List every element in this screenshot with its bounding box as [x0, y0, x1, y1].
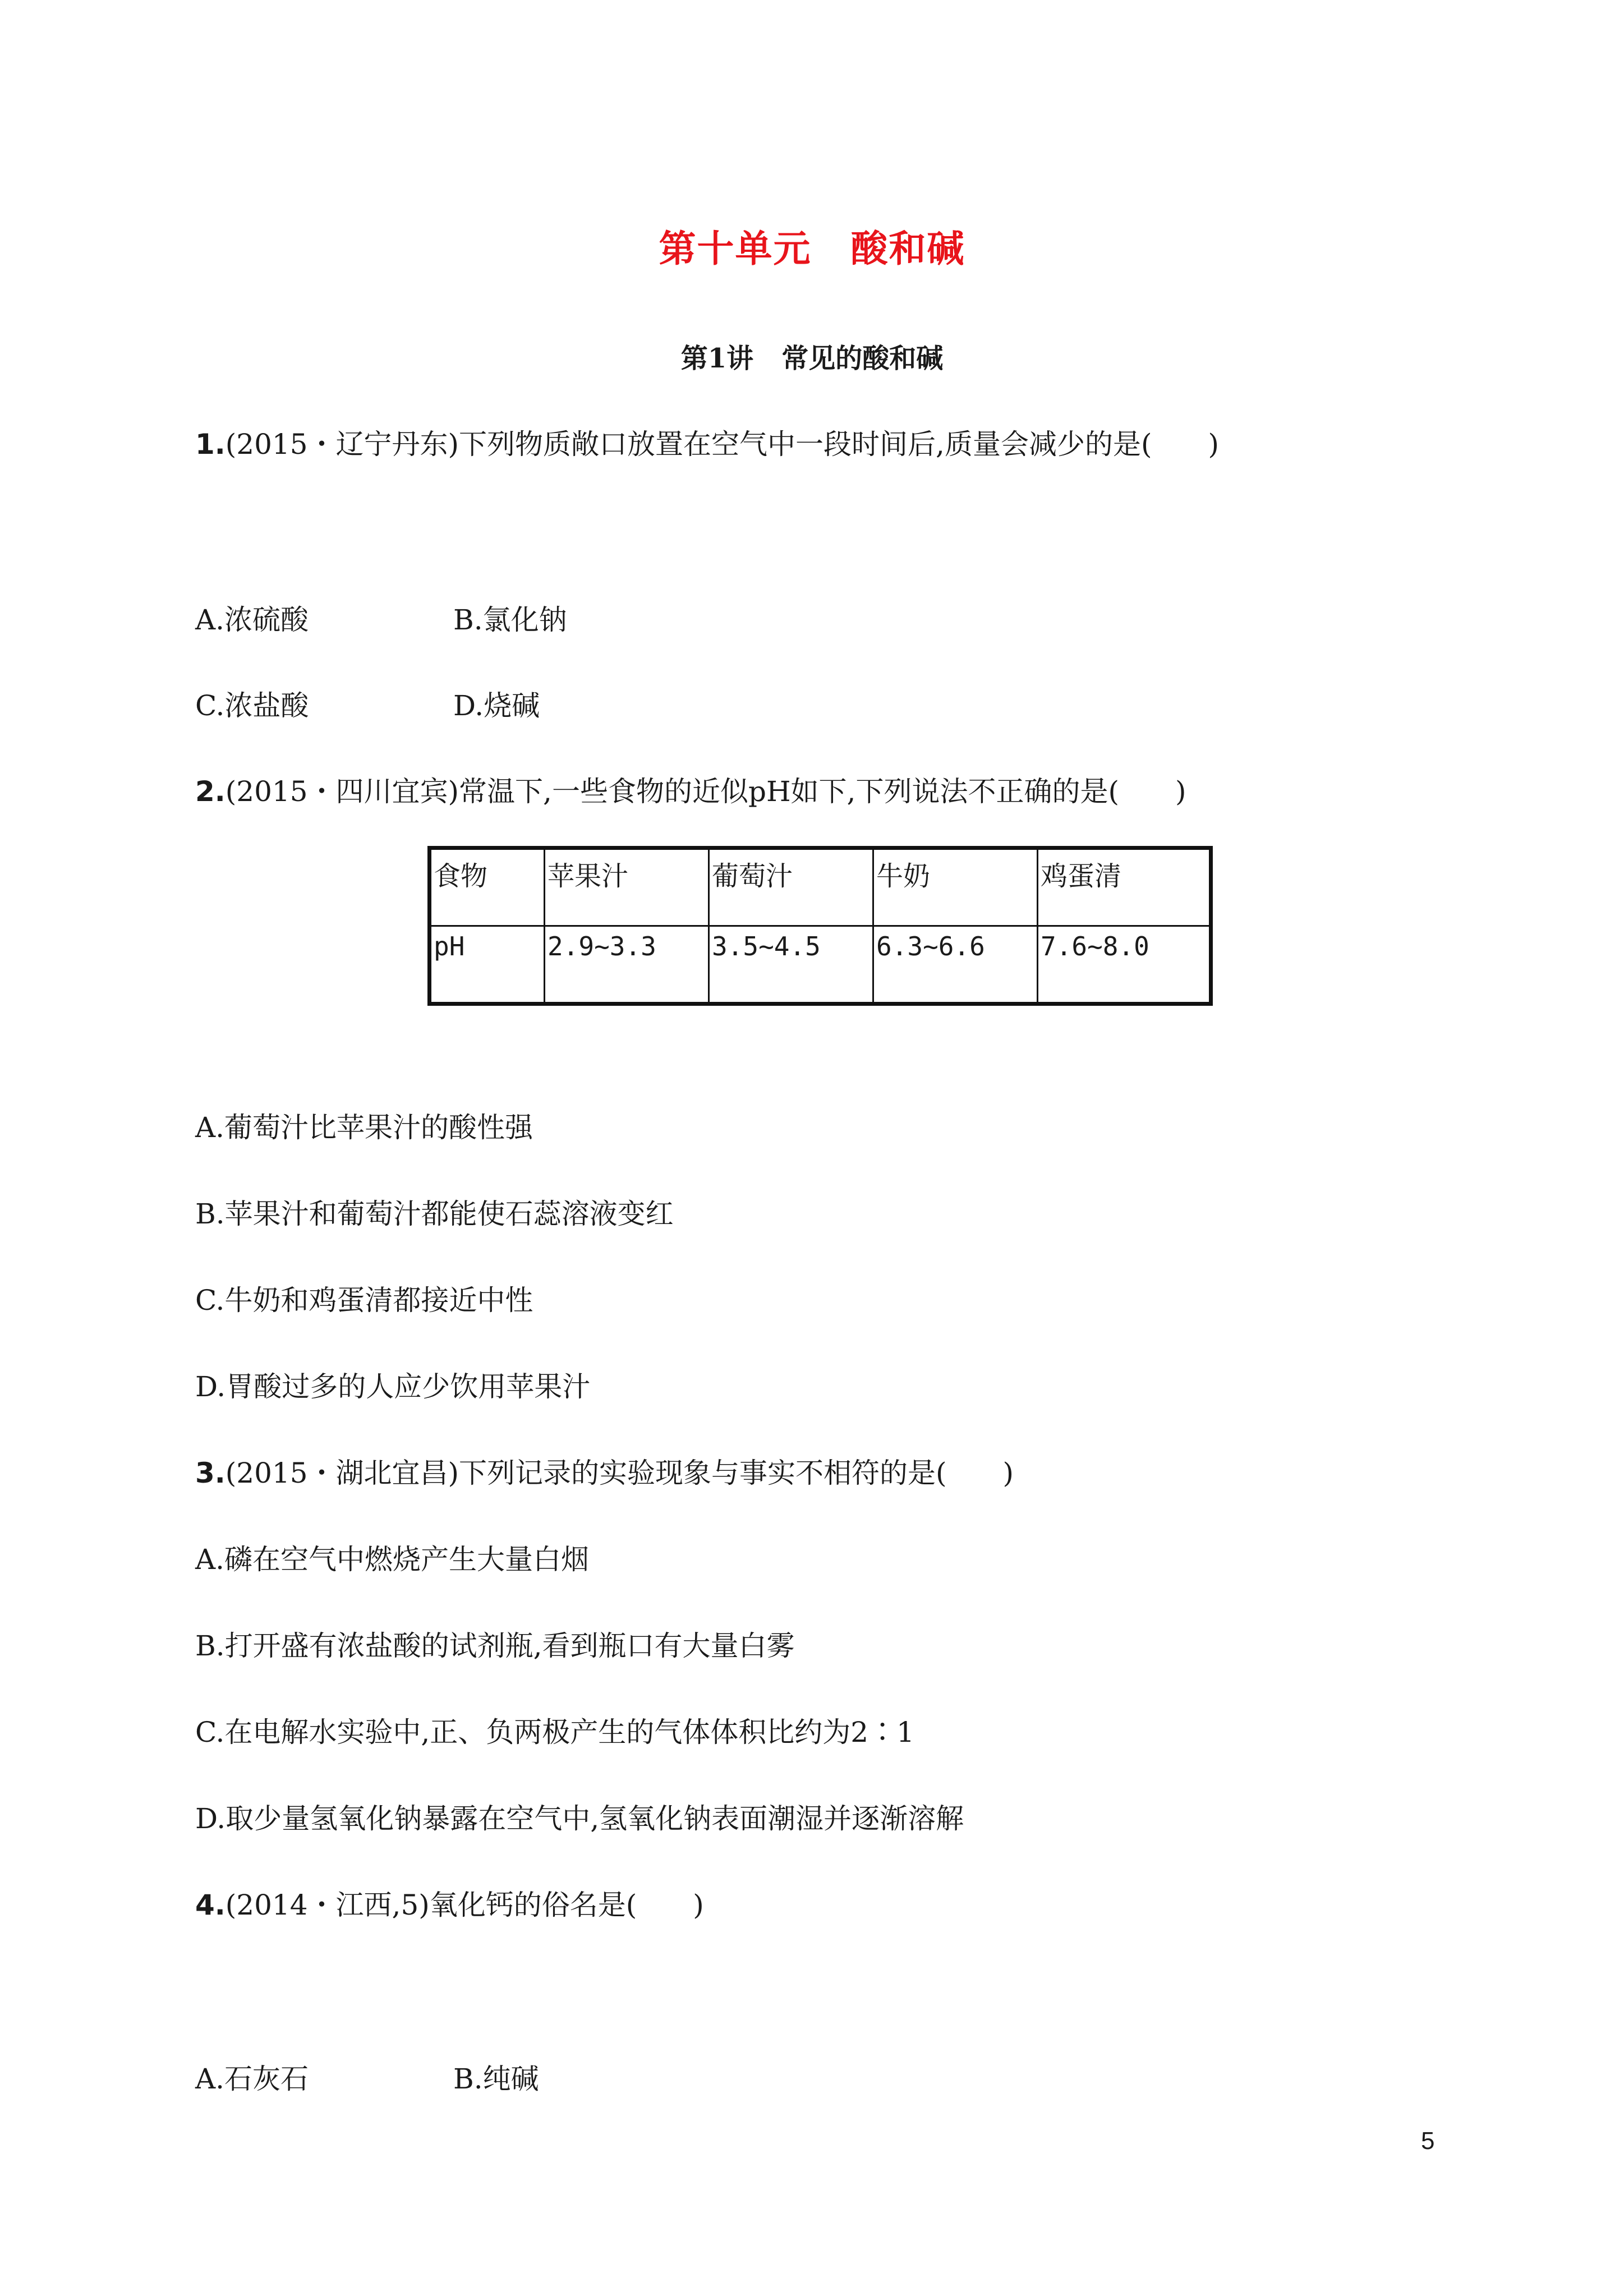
question-text: (2015・四川宜宾)常温下,一些食物的近似pH如下,下列说法不正确的是( ): [225, 775, 1186, 808]
table-cell: 鸡蛋清: [1038, 848, 1211, 926]
option-d: D.烧碱: [453, 689, 540, 722]
unit-title: [0, 219, 1624, 272]
table-cell: 牛奶: [873, 848, 1038, 926]
option-d: D.取少量氢氧化钠暴露在空气中,氢氧化钠表面潮湿并逐渐溶解: [195, 1802, 964, 1835]
table-cell: pH: [430, 926, 545, 1004]
table-cell: 6.3~6.6: [873, 926, 1038, 1004]
ph-table: [427, 846, 1213, 1006]
option-b: B.苹果汁和葡萄汁都能使石蕊溶液变红: [195, 1198, 674, 1230]
option-d: D.胃酸过多的人应少饮用苹果汁: [195, 1370, 591, 1403]
table-cell: 苹果汁: [545, 848, 709, 926]
table-cell: 2.9~3.3: [545, 926, 709, 1004]
table-cell: 3.5~4.5: [709, 926, 873, 1004]
option-b: B.纯碱: [453, 2063, 539, 2095]
question-number: 2.: [195, 775, 226, 808]
unit-label: 第十单元: [659, 227, 812, 270]
question-number: 4.: [195, 1889, 226, 1921]
question-3: [195, 1451, 1014, 1491]
table-cell: 7.6~8.0: [1038, 926, 1211, 1004]
unit-name: 酸和碱: [850, 227, 965, 270]
option-a: A.磷在空气中燃烧产生大量白烟: [195, 1543, 590, 1576]
question-number: 1.: [195, 428, 226, 461]
option-a: A.浓硫酸: [195, 604, 309, 636]
question-number: 3.: [195, 1457, 226, 1489]
lesson-label: 第1讲: [680, 343, 754, 374]
table-header-row: [430, 848, 1211, 926]
option-b: B.打开盛有浓盐酸的试剂瓶,看到瓶口有大量白雾: [195, 1630, 795, 1662]
question-1: [195, 422, 1219, 462]
table-cell: 食物: [430, 848, 545, 926]
lesson-title: [0, 337, 1624, 375]
table-cell: 葡萄汁: [709, 848, 873, 926]
question-text: (2014・江西,5)氧化钙的俗名是( ): [225, 1889, 704, 1921]
question-4: [195, 1883, 704, 1923]
question-text: (2015・辽宁丹东)下列物质敞口放置在空气中一段时间后,质量会减少的是( ): [225, 428, 1219, 461]
option-c: C.浓盐酸: [195, 689, 309, 722]
option-a: A.葡萄汁比苹果汁的酸性强: [195, 1111, 533, 1144]
option-a: A.石灰石: [195, 2063, 309, 2095]
option-c: C.牛奶和鸡蛋清都接近中性: [195, 1284, 533, 1317]
page-number: 5: [1421, 2127, 1435, 2155]
lesson-name: 常见的酸和碱: [781, 343, 944, 374]
option-c: C.在电解水实验中,正、负两极产生的气体体积比约为2∶1: [195, 1716, 914, 1749]
table-row: [430, 926, 1211, 1004]
option-b: B.氯化钠: [453, 604, 567, 636]
question-2: [195, 769, 1186, 809]
question-text: (2015・湖北宜昌)下列记录的实验现象与事实不相符的是( ): [225, 1457, 1014, 1489]
